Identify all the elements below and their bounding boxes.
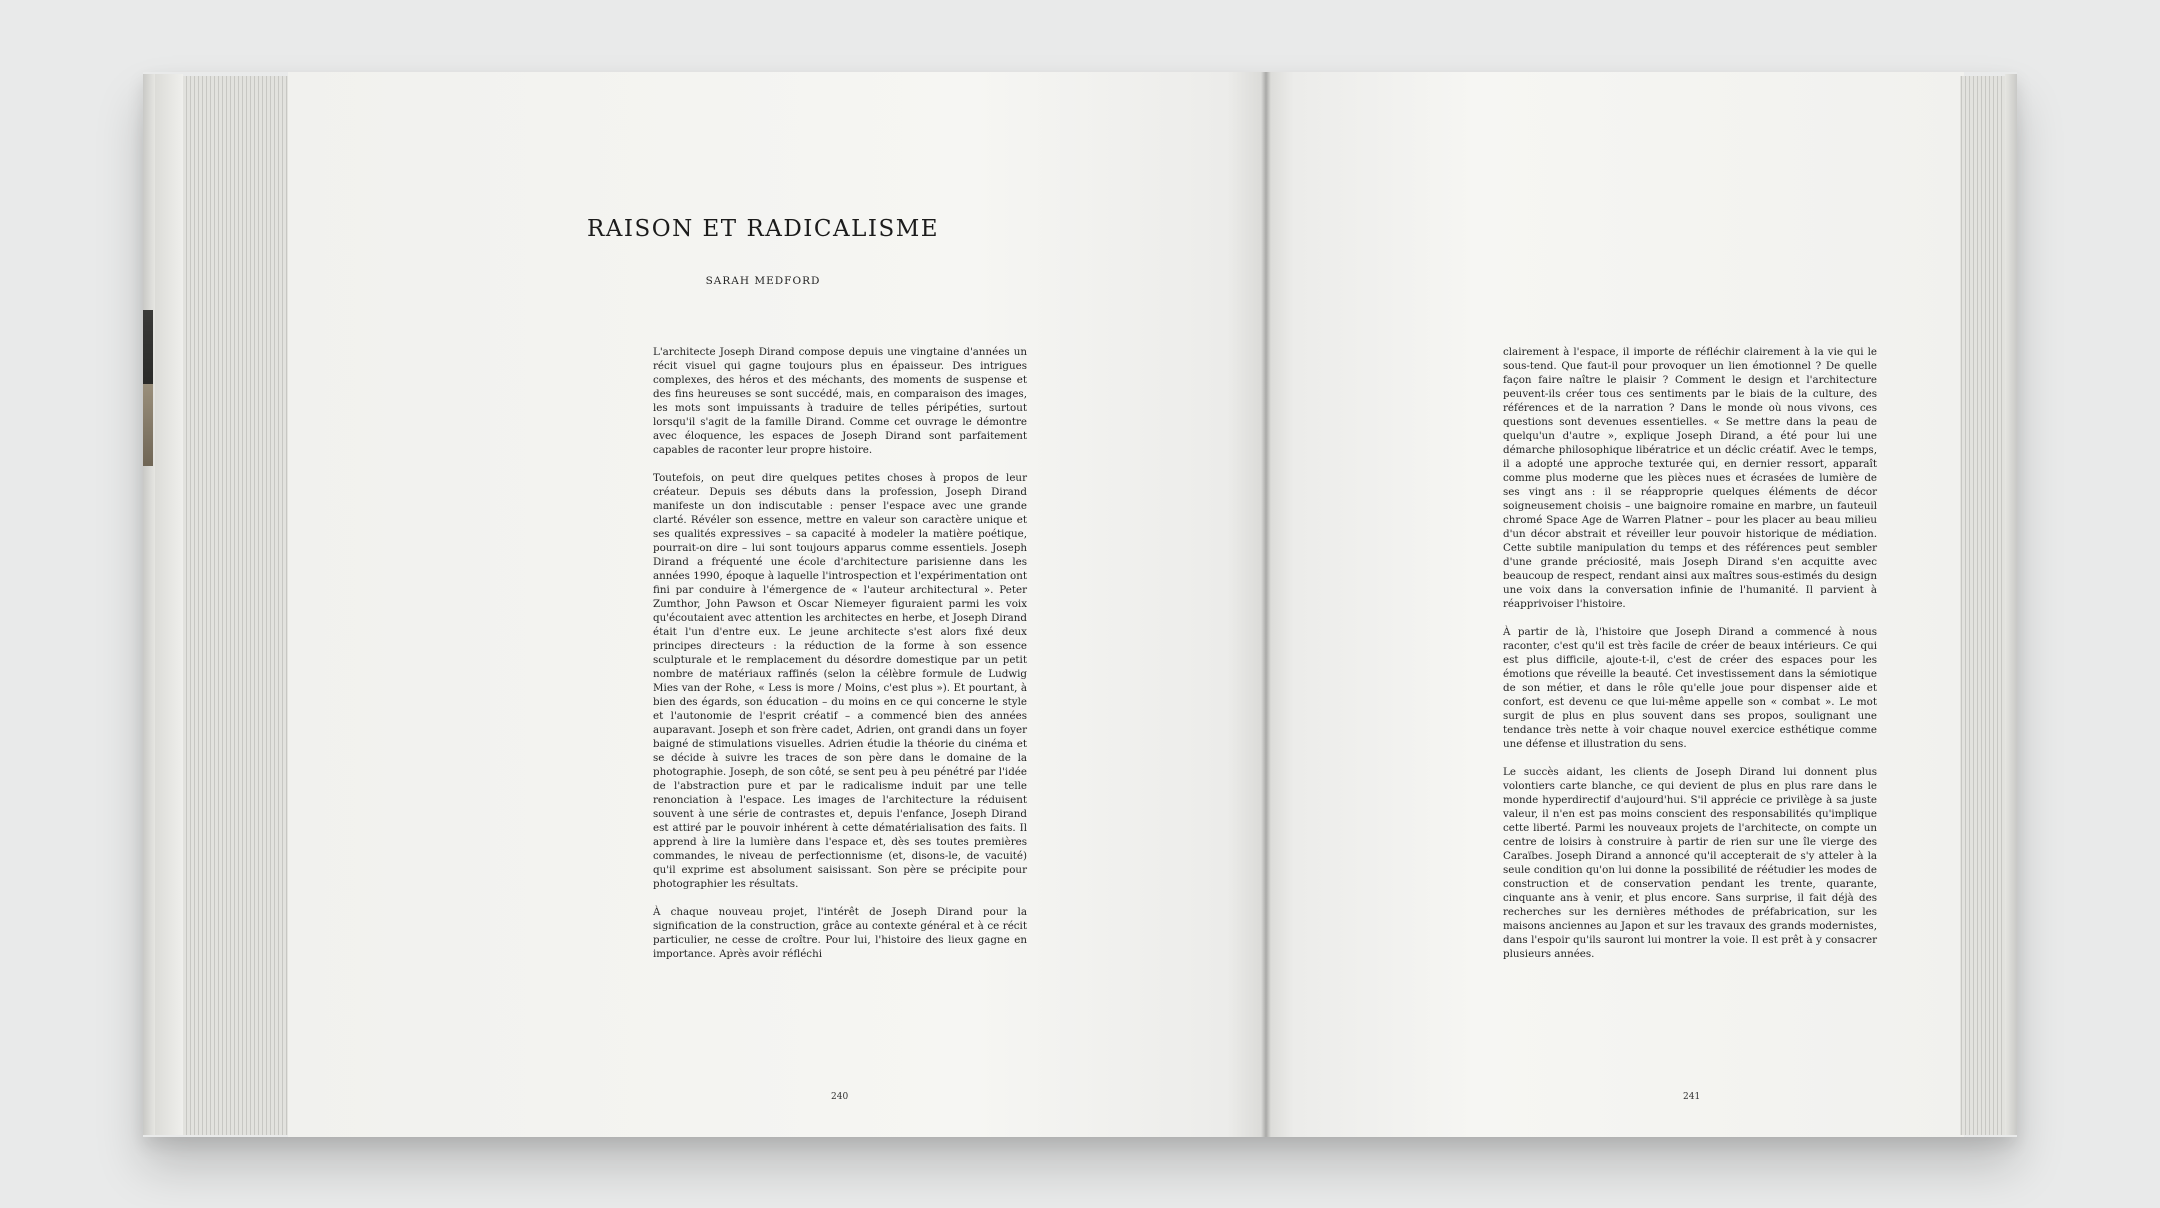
cover-edge-left [143, 74, 155, 1135]
page-block-left-inner [155, 74, 183, 1135]
left-page [288, 72, 1266, 1137]
page-number-right: 241 [1683, 1092, 1701, 1102]
page-block-left [183, 76, 293, 1135]
right-page [1266, 72, 1964, 1137]
page-block-right [1960, 76, 2005, 1135]
open-book [143, 72, 2017, 1137]
left-page-text [653, 345, 1027, 975]
article-author: SARAH MEDFORD [705, 275, 821, 287]
paragraph: À partir de là, l'histoire que Joseph Dirand a commencé à nous raconter, c'est qu'il est très facile de créer de beaux intérieurs. Ce qui est plus difficile, ajoute-t-il, c'est de créer des espaces pour les émotions que réveille la beauté. Cet investissement dans la sémiotique de son métier, et dans le rôle qu'elle joue pour dispenser aide et confort, est devenu ce que lui-même appelle son « combat ». Le mot surgit de plus en plus souvent dans ses propos, soulignant une tendance très nette à voir chaque nouvel exercice esthétique comme une défense et illustration du sens. [1503, 626, 1877, 750]
article-title: RAISON ET RADICALISME [586, 216, 940, 242]
paragraph: À chaque nouveau projet, l'intérêt de Joseph Dirand pour la signification de la construction, grâce au contexte général et à ce récit particulier, ne cesse de croître. Pour lui, l'histoire des lieux gagne en importance. Après avoir réfléchi [653, 906, 1027, 960]
paragraph: Le succès aidant, les clients de Joseph Dirand lui donnent plus volontiers carte blanche, ce qui devient de plus en plus rare dans le monde hyperdirectif d'aujourd'hui. S'il apprécie ce privilège à sa juste valeur, il n'en est pas moins conscient des responsabilités qu'implique cette liberté. Parmi les nouveaux projets de l'architecte, on compte un centre de loisirs à construire à partir de rien sur une île vierge des Caraïbes. Joseph Dirand a annoncé qu'il accepterait de s'y atteler à la seule condition qu'on lui donne la possibilité de réétudier les modes de construction et de conservation pendant les trente, quarante, cinquante ans à venir, et plus encore. Sans surprise, il fait déjà des recherches sur les dernières méthodes de préfabrication, sur les maisons anciennes au Japon et sur les travaux des grands modernistes, dans l'espoir qu'ils sauront lui montrer la voie. Il est prêt à y consacrer plusieurs années. [1503, 766, 1877, 960]
paragraph: clairement à l'espace, il importe de réfléchir clairement à la vie qui le sous-tend. Que faut-il pour provoquer un lien émotionnel ? De quelle façon faire naître le plaisir ? Comment le design et l'architecture peuvent-ils créer tous ces sentiments par le biais de la culture, des références et de la narration ? Dans le monde où nous vivons, ces questions sont devenues essentielles. « Se mettre dans la peau de quelqu'un d'autre », explique Joseph Dirand, a été pour lui une démarche philosophique libératrice et un déclic créatif. Avec le temps, il a adopté une approche texturée qui, en dernier ressort, apparaît comme plus moderne que les pièces nues et écrasées de lumière de ses vingt ans : il se réapproprie quelques éléments de décor soigneusement choisis – une baignoire romaine en marbre, un fauteuil chromé Space Age de Warren Platner – pour les placer au beau milieu d'un décor abstrait et réveiller leur pouvoir historique de médiation. Cette subtile manipulation du temps et des références peut sembler d'une grande préciosité, mais Joseph Dirand s'en acquitte avec beaucoup de respect, rendant ainsi aux maîtres sous-estimés du design une voix dans la conversation infinie de l'humanité. Il parvient à réapprivoiser l'histoire. [1503, 346, 1877, 610]
cover-edge-right [2005, 74, 2017, 1135]
book-gutter [1261, 72, 1271, 1137]
photo-page-edge [143, 384, 153, 466]
page-number-left: 240 [831, 1092, 849, 1102]
paragraph: L'architecte Joseph Dirand compose depuis une vingtaine d'années un récit visuel qui gagne toujours plus en épaisseur. Des intrigues complexes, des héros et des méchants, des moments de suspense et des fins heureuses se sont succédé, mais, en comparaison des images, les mots sont impuissants à traduire de telles péripéties, surtout lorsqu'il s'agit de la famille Dirand. Comme cet ouvrage le démontre avec éloquence, les espaces de Joseph Dirand sont parfaitement capables de raconter leur propre histoire. [653, 346, 1027, 456]
photo-page-edge [143, 310, 153, 384]
paragraph: Toutefois, on peut dire quelques petites choses à propos de leur créateur. Depuis ses débuts dans la profession, Joseph Dirand manifeste un don indiscutable : penser l'espace avec une grande clarté. Révéler son essence, mettre en valeur son caractère unique et ses qualités expressives – sa capacité à modeler la matière poétique, pourrait-on dire – lui sont toujours apparus comme essentiels. Joseph Dirand a fréquenté une école d'architecture parisienne dans les années 1990, époque à laquelle l'introspection et l'expérimentation ont fini par conduire à l'émergence de « l'auteur architectural ». Peter Zumthor, John Pawson et Oscar Niemeyer figuraient parmi les voix qu'écoutaient avec attention les architectes en herbe, et Joseph Dirand était l'un d'entre eux. Le jeune architecte s'est alors fixé deux principes directeurs : la réduction de la forme à son essence sculpturale et le remplacement du désordre domestique par un petit nombre de matériaux raffinés (selon la célèbre formule de Ludwig Mies van der Rohe, « Less is more / Moins, c'est plus »). Et pourtant, à bien des égards, son éducation – du moins en ce qui concerne le style et l'autonomie de l'esprit créatif – a commencé bien des années auparavant. Joseph et son frère cadet, Adrien, ont grandi dans un foyer baigné de stimulations visuelles. Adrien étudie la théorie du cinéma et se décide à suivre les traces de son père dans le domaine de la photographie. Joseph, de son côté, se sent peu à peu pénétré par l'idée de l'abstraction pure et par le radicalisme induit par une telle renonciation à l'espace. Les images de l'architecture la réduisent souvent à une série de contrastes et, depuis l'enfance, Joseph Dirand est attiré par le pouvoir inhérent à cette dématérialisation des faits. Il apprend à lire la lumière dans l'espace et, dès ses toutes premières commandes, le niveau de perfectionnisme (et, disons-le, de vacuité) qu'il exprime est absolument saisissant. Son père se précipite pour photographier les résultats. [653, 472, 1027, 890]
right-page-text [1503, 345, 1877, 975]
